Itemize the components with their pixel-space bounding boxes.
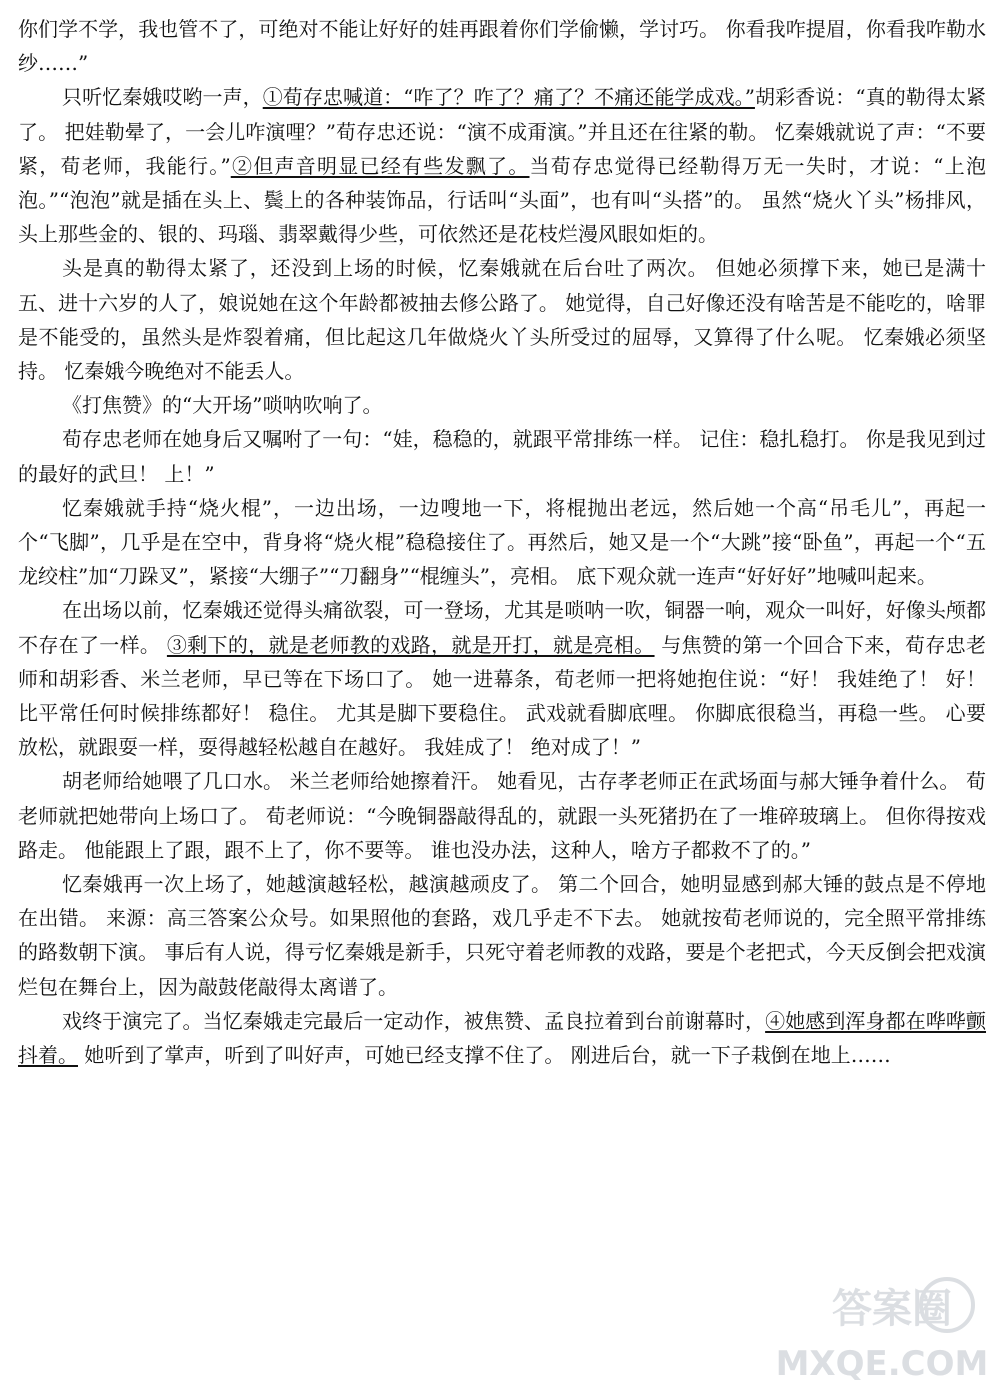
- paragraph: [18, 1004, 986, 1072]
- paragraph: [18, 491, 986, 594]
- underlined-sentence: ③剩下的，就是老师教的戏路，就是开打，就是亮相。: [166, 632, 655, 657]
- text-segment: 她听到了掌声，听到了叫好声，可她已经支撑不住了。 刚进后台，就一下子栽倒在地上……: [78, 1043, 891, 1068]
- watermark-title: 答案圈: [832, 1286, 952, 1332]
- underlined-sentence: ②但声音明显已经有些发飘了。: [230, 153, 530, 178]
- text-segment: 只听忆秦娥哎哟一声，: [62, 85, 263, 110]
- text-segment: 荀存忠老师在她身后又嘱咐了一句：“娃，稳稳的，就跟平常排练一样。 记住：稳扎稳打。 你是我见到过的最好的武旦！ 上！”: [18, 427, 986, 486]
- text-segment: 你们学不学，我也管不了，可绝对不能让好好的娃再跟着你们学偷懒，学讨巧。 你看我咋提眉，你看我咋勒水纱……”: [18, 17, 986, 76]
- underlined-sentence: ④她感到浑身都在哗哗颤抖着。: [18, 1008, 987, 1068]
- paragraph: [18, 422, 986, 490]
- paragraph: [18, 867, 986, 1004]
- text-segment: 胡老师给她喂了几口水。 米兰老师给她擦着汗。 她看见，古存孝老师正在武场面与郝大锤争着什么。 荀老师就把她带向上场口了。 荀老师说：“今晚铜器敲得乱的，就跟一头死猪扔在了一堆碎玻璃上。 但你得按戏路走。 他能跟上了跟，跟不上了，你不要等。 谁也没办法，这种人，啥方子都救不了的。”: [18, 769, 986, 862]
- text-segment: 当荀存忠觉得已经勒得万无一失时，才说：“上泡泡。”“泡泡”就是插在头上、鬓上的各种装饰品，行话叫“头面”，也有叫“头搭”的。 虽然“烧火丫头”杨排风，头上那些金的、银的、玛瑙、翡翠戴得少些，可依然还是花枝烂漫风眼如炬的。: [18, 153, 986, 247]
- paragraph: [18, 388, 986, 422]
- paragraph: [18, 80, 986, 251]
- text-segment: 头是真的勒得太紧了，还没到上场的时候，忆秦娥就在后台吐了两次。 但她必须撑下来，她已是满十五、进十六岁的人了，娘说她在这个年龄都被抽去修公路了。 她觉得，自己好像还没有啥苦是不能吃的，啥罪是不能受的，虽然头是炸裂着痛，但比起这几年做烧火丫头所受过的屈辱，又算得了什么呢。 忆秦娥必须坚持。 忆秦娥今晚绝对不能丢人。: [18, 256, 986, 384]
- text-segment: 戏终于演完了。当忆秦娥走完最后一定动作，被焦赞、孟良拉着到台前谢幕时，: [62, 1008, 766, 1033]
- paragraph: [18, 764, 986, 867]
- paragraph: [18, 251, 986, 388]
- text-segment: 在出场以前，忆秦娥还觉得头痛欲裂，可一登场，尤其是唢呐一吹，铜器一响，观众一叫好，好像头颅都不存在了一样。: [18, 598, 986, 657]
- underlined-sentence: ①荀存忠喊道：“咋了？咋了？痛了？不痛还能学成戏。”: [262, 85, 755, 110]
- text-segment: 《打焦赞》的“大开场”唢呐吹响了。: [62, 393, 383, 418]
- watermark-url: MXQE.COM: [775, 1344, 989, 1384]
- text-segment: 胡彩香说：“真的勒得太紧了。 把娃勒晕了，一会儿咋演哩？”荀存忠还说：“演不成甭演。”并且还在往紧的勒。 忆秦娥就说了声：“不要紧，荀老师，我能行。”: [18, 85, 987, 178]
- text-segment: 忆秦娥再一次上场了，她越演越轻松，越演越顽皮了。 第二个回合，她明显感到郝大锤的鼓点是不停地在出错。 来源：高三答案公众号。如果照他的套路，戏几乎走不下去。 她就按荀老师说的，完全照平常排练的路数朝下演。 事后有人说，得亏忆秦娥是新手，只死守着老师教的戏路，要是个老把式，今天反倒会把戏演烂包在舞台上，因为敲鼓佬敲得太离谱了。: [18, 872, 986, 999]
- paragraph: [18, 593, 986, 764]
- text-segment: 与焦赞的第一个回合下来，荀存忠老师和胡彩香、米兰老师，早已等在下场口了。 她一进幕条，荀老师一把将她抱住说：“好！ 我娃绝了！ 好！ 比平常任何时候排练都好！ 稳住。 尤其是脚下要稳住。 武戏就看脚底哩。 你脚底很稳当，再稳一些。 心要放松，就跟耍一样，耍得越轻松越自在越好。 我娃成了！ 绝对成了！”: [18, 632, 986, 760]
- paragraph: [18, 12, 986, 80]
- text-segment: 忆秦娥就手持“烧火棍”，一边出场，一边嗖地一下，将棍抛出老远，然后她一个高“吊毛儿”，再起一个“飞脚”，几乎是在空中，背身将“烧火棍”稳稳接住了。再然后，她又是一个“大跳”接“卧鱼”，再起一个“五龙绞柱”加“刀跺叉”，紧接“大绷子”“刀翻身”“棍缠头”，亮相。 底下观众就一连声“好好好”地喊叫起来。: [18, 495, 986, 589]
